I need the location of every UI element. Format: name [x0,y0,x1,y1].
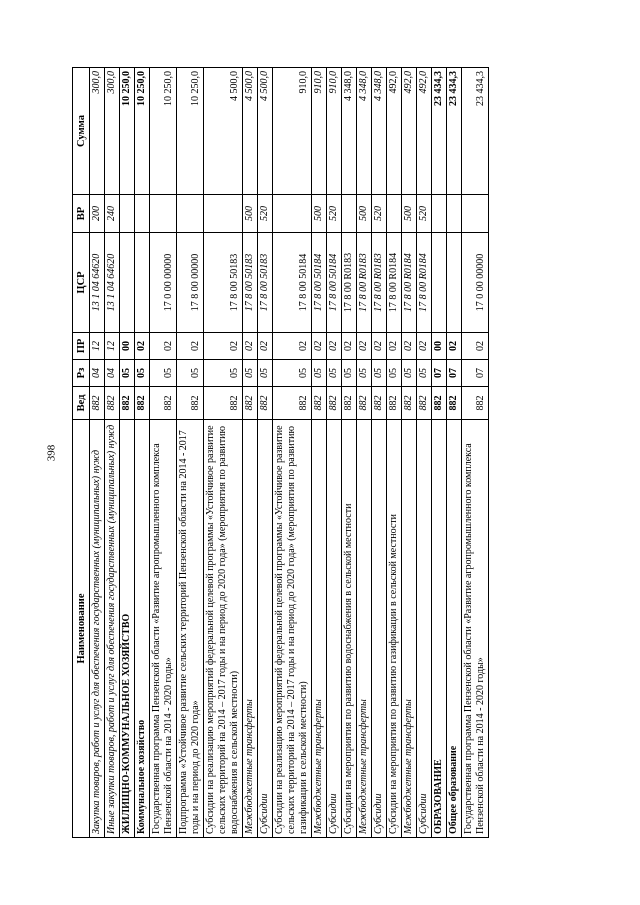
cell-csr: 17 0 00 00000 [150,233,177,333]
cell-vr: 240 [105,195,120,233]
table-row [105,68,120,838]
table-row [447,68,462,838]
cell-csr [135,233,150,333]
cell-sum: 10 250,0 [177,68,204,195]
header-sum: Сумма [73,68,90,195]
cell-ved: 882 [150,387,177,420]
cell-sum: 23 434,3 [462,68,489,195]
cell-sum: 910,0 [312,68,327,195]
cell-ved: 882 [105,387,120,420]
cell-rz: 05 [342,360,357,387]
cell-name: Общее образование [447,420,462,838]
cell-rz: 05 [327,360,342,387]
cell-ved: 882 [204,387,243,420]
cell-sum: 10 250,0 [135,68,150,195]
cell-ved: 882 [372,387,387,420]
cell-vr [150,195,177,233]
cell-rz: 05 [204,360,243,387]
cell-pr: 12 [90,333,105,360]
cell-vr [273,195,312,233]
cell-name: Межбюджетные трансферты [357,420,372,838]
cell-vr [447,195,462,233]
cell-pr: 02 [204,333,243,360]
cell-csr [447,233,462,333]
cell-vr [432,195,447,233]
cell-csr: 17 8 00 R0183 [372,233,387,333]
cell-csr [432,233,447,333]
cell-pr: 02 [177,333,204,360]
cell-csr [120,233,135,333]
cell-pr: 02 [312,333,327,360]
cell-vr [342,195,357,233]
cell-pr: 00 [120,333,135,360]
cell-rz: 05 [372,360,387,387]
cell-ved: 882 [402,387,417,420]
cell-pr: 02 [447,333,462,360]
cell-rz: 04 [90,360,105,387]
budget-table [72,67,489,838]
cell-vr: 520 [372,195,387,233]
table-row [432,68,447,838]
cell-name: Межбюджетные трансферты [312,420,327,838]
cell-sum: 492,0 [402,68,417,195]
cell-csr: 13 1 04 64620 [105,233,120,333]
page-number: 398 [45,444,57,461]
cell-pr: 02 [402,333,417,360]
cell-rz: 05 [243,360,258,387]
cell-pr: 02 [273,333,312,360]
cell-ved: 882 [273,387,312,420]
cell-csr: 17 8 00 50184 [273,233,312,333]
cell-sum: 910,0 [273,68,312,195]
header-csr: ЦСР [73,233,90,333]
cell-sum: 10 250,0 [150,68,177,195]
table-row [150,68,177,838]
cell-vr [120,195,135,233]
cell-vr [177,195,204,233]
cell-csr: 17 8 00 50183 [204,233,243,333]
cell-vr: 520 [417,195,432,233]
cell-sum: 300,0 [90,68,105,195]
table-row [177,68,204,838]
cell-rz: 07 [432,360,447,387]
cell-ved: 882 [387,387,402,420]
cell-rz: 05 [417,360,432,387]
cell-pr: 02 [357,333,372,360]
table-row [312,68,327,838]
cell-csr: 17 8 00 R0184 [387,233,402,333]
table-header-row [73,68,90,838]
cell-csr: 17 8 00 00000 [177,233,204,333]
table-row [273,68,312,838]
header-pr: ПР [73,333,90,360]
header-name: Наименование [73,420,90,838]
cell-name: Субсидии [372,420,387,838]
cell-rz: 05 [402,360,417,387]
cell-ved: 882 [462,387,489,420]
header-ved: Вед [73,387,90,420]
cell-pr: 02 [258,333,273,360]
cell-sum: 910,0 [327,68,342,195]
cell-csr: 17 8 00 R0184 [417,233,432,333]
cell-name: Государственная программа Пензенской области «Развитие агропромышленного комплекса Пензенской области на 2014 - 2020 годы» [462,420,489,838]
table-row [135,68,150,838]
cell-pr: 02 [372,333,387,360]
cell-name: Субсидии [258,420,273,838]
cell-pr: 02 [417,333,432,360]
cell-csr: 17 8 00 50184 [312,233,327,333]
cell-csr: 17 8 00 R0184 [402,233,417,333]
cell-sum: 4 348,0 [357,68,372,195]
cell-sum: 23 434,3 [447,68,462,195]
cell-name: ОБРАЗОВАНИЕ [432,420,447,838]
table-row [120,68,135,838]
cell-vr [387,195,402,233]
cell-sum: 10 250,0 [120,68,135,195]
cell-pr: 02 [135,333,150,360]
cell-vr: 200 [90,195,105,233]
cell-vr: 520 [327,195,342,233]
cell-ved: 882 [120,387,135,420]
table-row [342,68,357,838]
cell-ved: 882 [432,387,447,420]
header-vr: ВР [73,195,90,233]
cell-name: Коммунальное хозяйство [135,420,150,838]
cell-name: Субсидии на мероприятия по развитию газификации в сельской местности [387,420,402,838]
cell-name: Субсидии [327,420,342,838]
cell-sum: 23 434,3 [432,68,447,195]
cell-name: Субсидии на реализацию мероприятий федеральной целевой программы «Устойчивое развитие сельских территорий на 2014 – 2017 годы и на период до 2020 года» (мероприятия по развитию газификации в сельской местности) [273,420,312,838]
cell-name: ЖИЛИЩНО-КОММУНАЛЬНОЕ ХОЗЯЙСТВО [120,420,135,838]
cell-csr: 17 8 00 R0183 [357,233,372,333]
cell-sum: 4 348,0 [372,68,387,195]
cell-name: Закупка товаров, работ и услуг для обеспечения государственных (муниципальных) нужд [90,420,105,838]
cell-rz: 05 [120,360,135,387]
cell-rz: 05 [273,360,312,387]
cell-sum: 492,0 [387,68,402,195]
cell-ved: 882 [327,387,342,420]
header-rz: Рз [73,360,90,387]
cell-pr: 02 [387,333,402,360]
cell-name: Государственная программа Пензенской области «Развитие агропромышленного комплекса Пензенской области на 2014 - 2020 годы» [150,420,177,838]
table-row [372,68,387,838]
cell-rz: 05 [135,360,150,387]
cell-sum: 4 500,0 [243,68,258,195]
table-row [357,68,372,838]
cell-vr: 500 [402,195,417,233]
cell-ved: 882 [135,387,150,420]
table-row [462,68,489,838]
cell-rz: 07 [447,360,462,387]
table-row [204,68,243,838]
cell-vr [135,195,150,233]
cell-vr: 500 [243,195,258,233]
cell-csr: 13 1 04 64620 [90,233,105,333]
cell-pr: 02 [150,333,177,360]
cell-rz: 07 [462,360,489,387]
table-row [258,68,273,838]
cell-rz: 04 [105,360,120,387]
cell-name: Субсидии на реализацию мероприятий федеральной целевой программы «Устойчивое развитие сельских территорий на 2014 – 2017 годы и на период до 2020 года» (мероприятия по развитию водоснабжения в сельской местности) [204,420,243,838]
cell-ved: 882 [447,387,462,420]
cell-ved: 882 [417,387,432,420]
table-row [387,68,402,838]
cell-rz: 05 [357,360,372,387]
cell-ved: 882 [243,387,258,420]
cell-csr: 17 8 00 R0183 [342,233,357,333]
cell-rz: 05 [177,360,204,387]
cell-csr: 17 0 00 00000 [462,233,489,333]
cell-name: Субсидии [417,420,432,838]
cell-rz: 05 [387,360,402,387]
table-row [90,68,105,838]
cell-rz: 05 [150,360,177,387]
cell-ved: 882 [342,387,357,420]
cell-pr: 02 [342,333,357,360]
cell-ved: 882 [357,387,372,420]
cell-sum: 4 348,0 [342,68,357,195]
cell-sum: 4 500,0 [204,68,243,195]
table-row [243,68,258,838]
cell-rz: 05 [312,360,327,387]
cell-csr: 17 8 00 50184 [327,233,342,333]
cell-name: Иные закупки товаров, работ и услуг для обеспечения государственных (муниципальных) нужд [105,420,120,838]
cell-ved: 882 [258,387,273,420]
cell-ved: 882 [312,387,327,420]
cell-name: Межбюджетные трансферты [402,420,417,838]
cell-pr: 02 [327,333,342,360]
cell-pr: 02 [243,333,258,360]
cell-pr: 12 [105,333,120,360]
table-row [417,68,432,838]
cell-name: Субсидии на мероприятия по развитию водоснабжения в сельской местности [342,420,357,838]
cell-csr: 17 8 00 50183 [258,233,273,333]
cell-vr [204,195,243,233]
rotated-page [72,68,597,838]
cell-name: Подпрограмма «Устойчивое развитие сельских территорий Пензенской области на 2014 - 2017 годы и на период до 2020 года» [177,420,204,838]
cell-sum: 4 500,0 [258,68,273,195]
table-row [327,68,342,838]
cell-vr: 500 [357,195,372,233]
table-row [402,68,417,838]
cell-sum: 492,0 [417,68,432,195]
cell-sum: 300,0 [105,68,120,195]
cell-pr: 00 [432,333,447,360]
cell-pr: 02 [462,333,489,360]
cell-vr: 520 [258,195,273,233]
cell-rz: 05 [258,360,273,387]
cell-ved: 882 [90,387,105,420]
cell-vr: 500 [312,195,327,233]
cell-name: Межбюджетные трансферты [243,420,258,838]
cell-csr: 17 8 00 50183 [243,233,258,333]
cell-vr [462,195,489,233]
cell-ved: 882 [177,387,204,420]
page-number-container [40,0,62,905]
